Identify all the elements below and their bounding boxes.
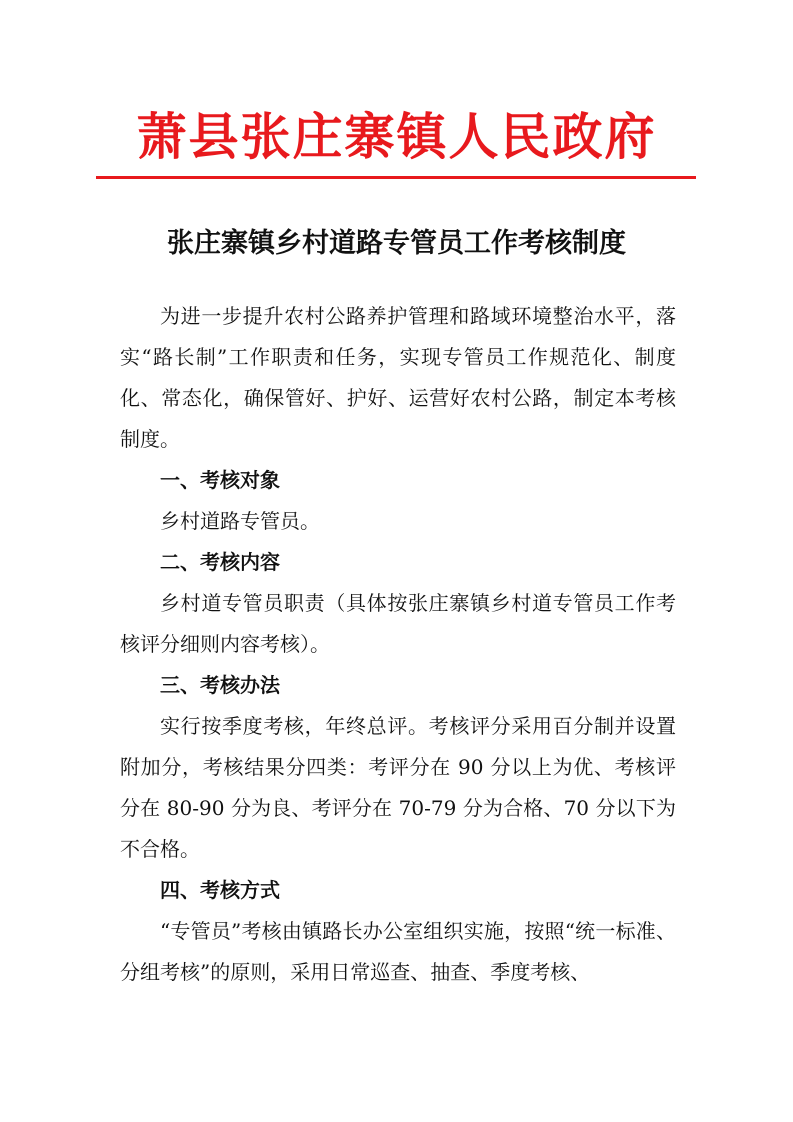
issuing-authority-header: 萧县张庄寨镇人民政府: [136, 107, 657, 166]
section-heading-content: 二、考核内容: [160, 550, 280, 574]
section-text-content: 乡村道专管员职责（具体按张庄寨镇乡村道专管员工作考核评分细则内容考核）。: [120, 591, 676, 656]
section-heading-approach: 四、考核方式: [160, 878, 280, 902]
section-heading-method: 三、考核办法: [160, 673, 280, 697]
document-title: 张庄寨镇乡村道路专管员工作考核制度: [167, 228, 626, 259]
intro-paragraph: 为进一步提升农村公路养护管理和路域环境整治水平，落实“路长制”工作职责和任务，实现专管员工作规范化、制度化、常态化，确保管好、护好、运营好农村公路，制定本考核制度。: [120, 304, 676, 451]
document-body: [120, 296, 676, 993]
section-heading-targets: 一、考核对象: [160, 468, 280, 492]
section-text-approach: “专管员”考核由镇路长办公室组织实施，按照“统一标准、分组考核”的原则，采用日常巡查、抽查、季度考核、: [120, 919, 676, 984]
section-text-targets: 乡村道路专管员。: [160, 509, 320, 533]
red-header-rule: [96, 176, 696, 179]
section-text-method: 实行按季度考核，年终总评。考核评分采用百分制并设置附加分，考核结果分四类：考评分在 90 分以上为优、考核评分在 80-90 分为良、考评分在 70-79 分为合格、70 分以下为不合格。: [120, 714, 676, 861]
